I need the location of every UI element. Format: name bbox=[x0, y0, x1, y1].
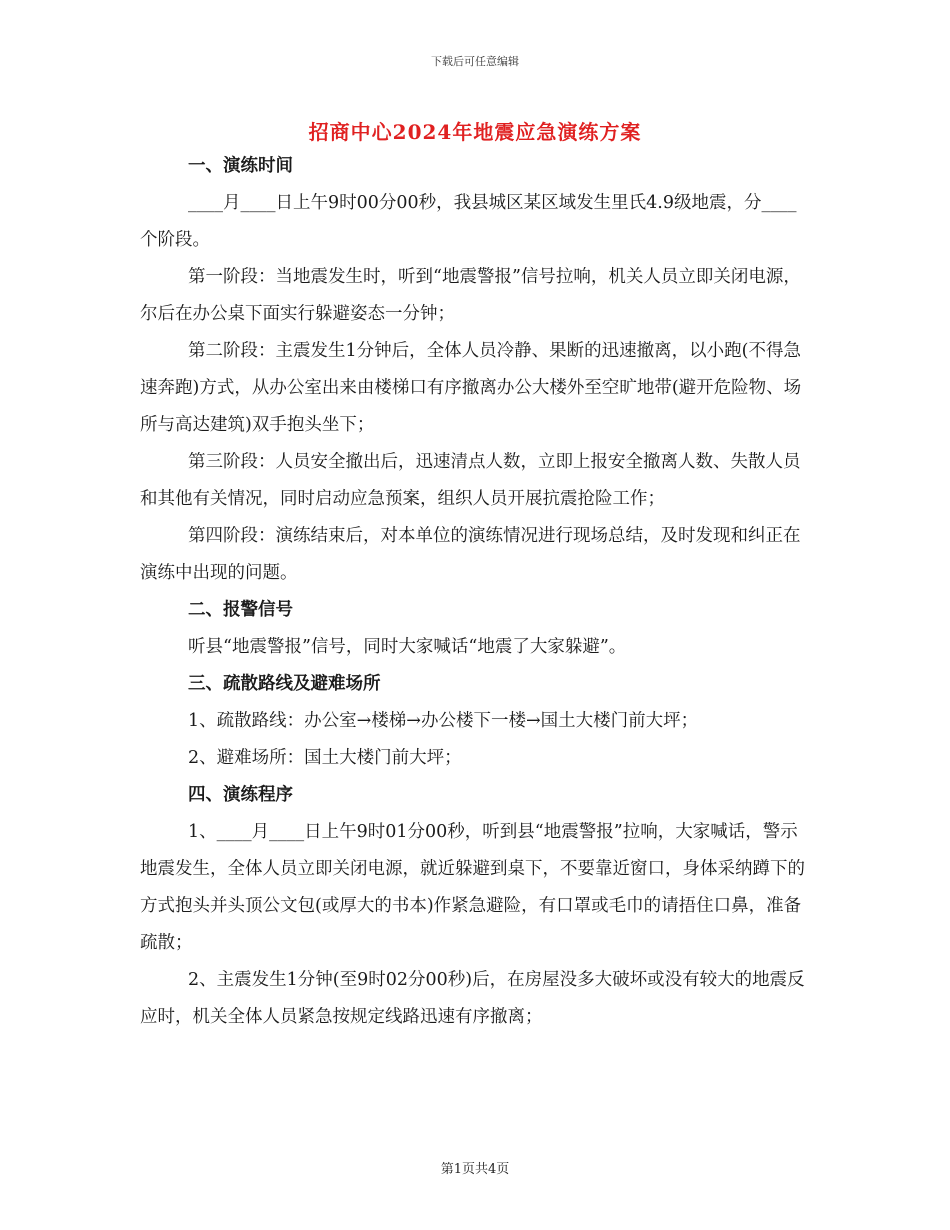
page-header: 下载后可任意编辑 bbox=[431, 55, 519, 68]
paragraph-stage-4: 第四阶段：演练结束后，对本单位的演练情况进行现场总结，及时发现和纠正在演练中出现的问题。 bbox=[140, 526, 801, 583]
section-heading-3: 三、疏散路线及避难场所 bbox=[188, 674, 381, 694]
section-heading-1: 一、演练时间 bbox=[188, 156, 293, 176]
document-title: 招商中心2024年地震应急演练方案 bbox=[308, 120, 642, 144]
section-heading-2: 二、报警信号 bbox=[188, 600, 293, 620]
section-heading-4: 四、演练程序 bbox=[188, 785, 293, 805]
paragraph-stage-1: 第一阶段：当地震发生时，听到“地震警报”信号拉响，机关人员立即关闭电源，尔后在办公桌下面实行躲避姿态一分钟； bbox=[140, 267, 801, 324]
paragraph-evacuation-route: 1、疏散路线：办公室→楼梯→办公楼下一楼→国土大楼门前大坪； bbox=[188, 711, 699, 731]
paragraph-alarm-signal: 听县“地震警报”信号，同时大家喊话“地震了大家躲避”。 bbox=[188, 637, 627, 657]
document-body bbox=[140, 148, 812, 1036]
paragraph-stage-3: 第三阶段：人员安全撤出后，迅速清点人数，立即上报安全撤离人数、失散人员和其他有关情况，同时启动应急预案，组织人员开展抗震抢险工作； bbox=[140, 452, 801, 509]
paragraph-stage-2: 第二阶段：主震发生1分钟后，全体人员冷静、果断的迅速撤离，以小跑(不得急速奔跑)方式，从办公室出来由楼梯口有序撤离办公大楼外至空旷地带(避开危险物、场所与高达建筑)双手抱头坐下； bbox=[140, 341, 802, 435]
paragraph-procedure-2: 2、主震发生1分钟(至9时02分00秒)后，在房屋没多大破坏或没有较大的地震反应时，机关全体人员紧急按规定线路迅速有序撤离； bbox=[140, 970, 805, 1027]
paragraph-procedure-1: 1、____月____日上午9时01分00秒，听到县“地震警报”拉响，大家喊话，警示地震发生，全体人员立即关闭电源，就近躲避到桌下，不要靠近窗口，身体采纳蹲下的方式抱头并头顶公文包(或厚大的书本)作紧急避险，有口罩或毛巾的请捂住口鼻，准备疏散； bbox=[140, 822, 805, 953]
paragraph-shelter-site: 2、避难场所：国土大楼门前大坪； bbox=[188, 748, 462, 768]
paragraph-drill-time: ____月____日上午9时00分00秒，我县城区某区域发生里氏4.9级地震，分____个阶段。 bbox=[140, 193, 797, 250]
page-number: 第1页共4页 bbox=[440, 1162, 510, 1177]
